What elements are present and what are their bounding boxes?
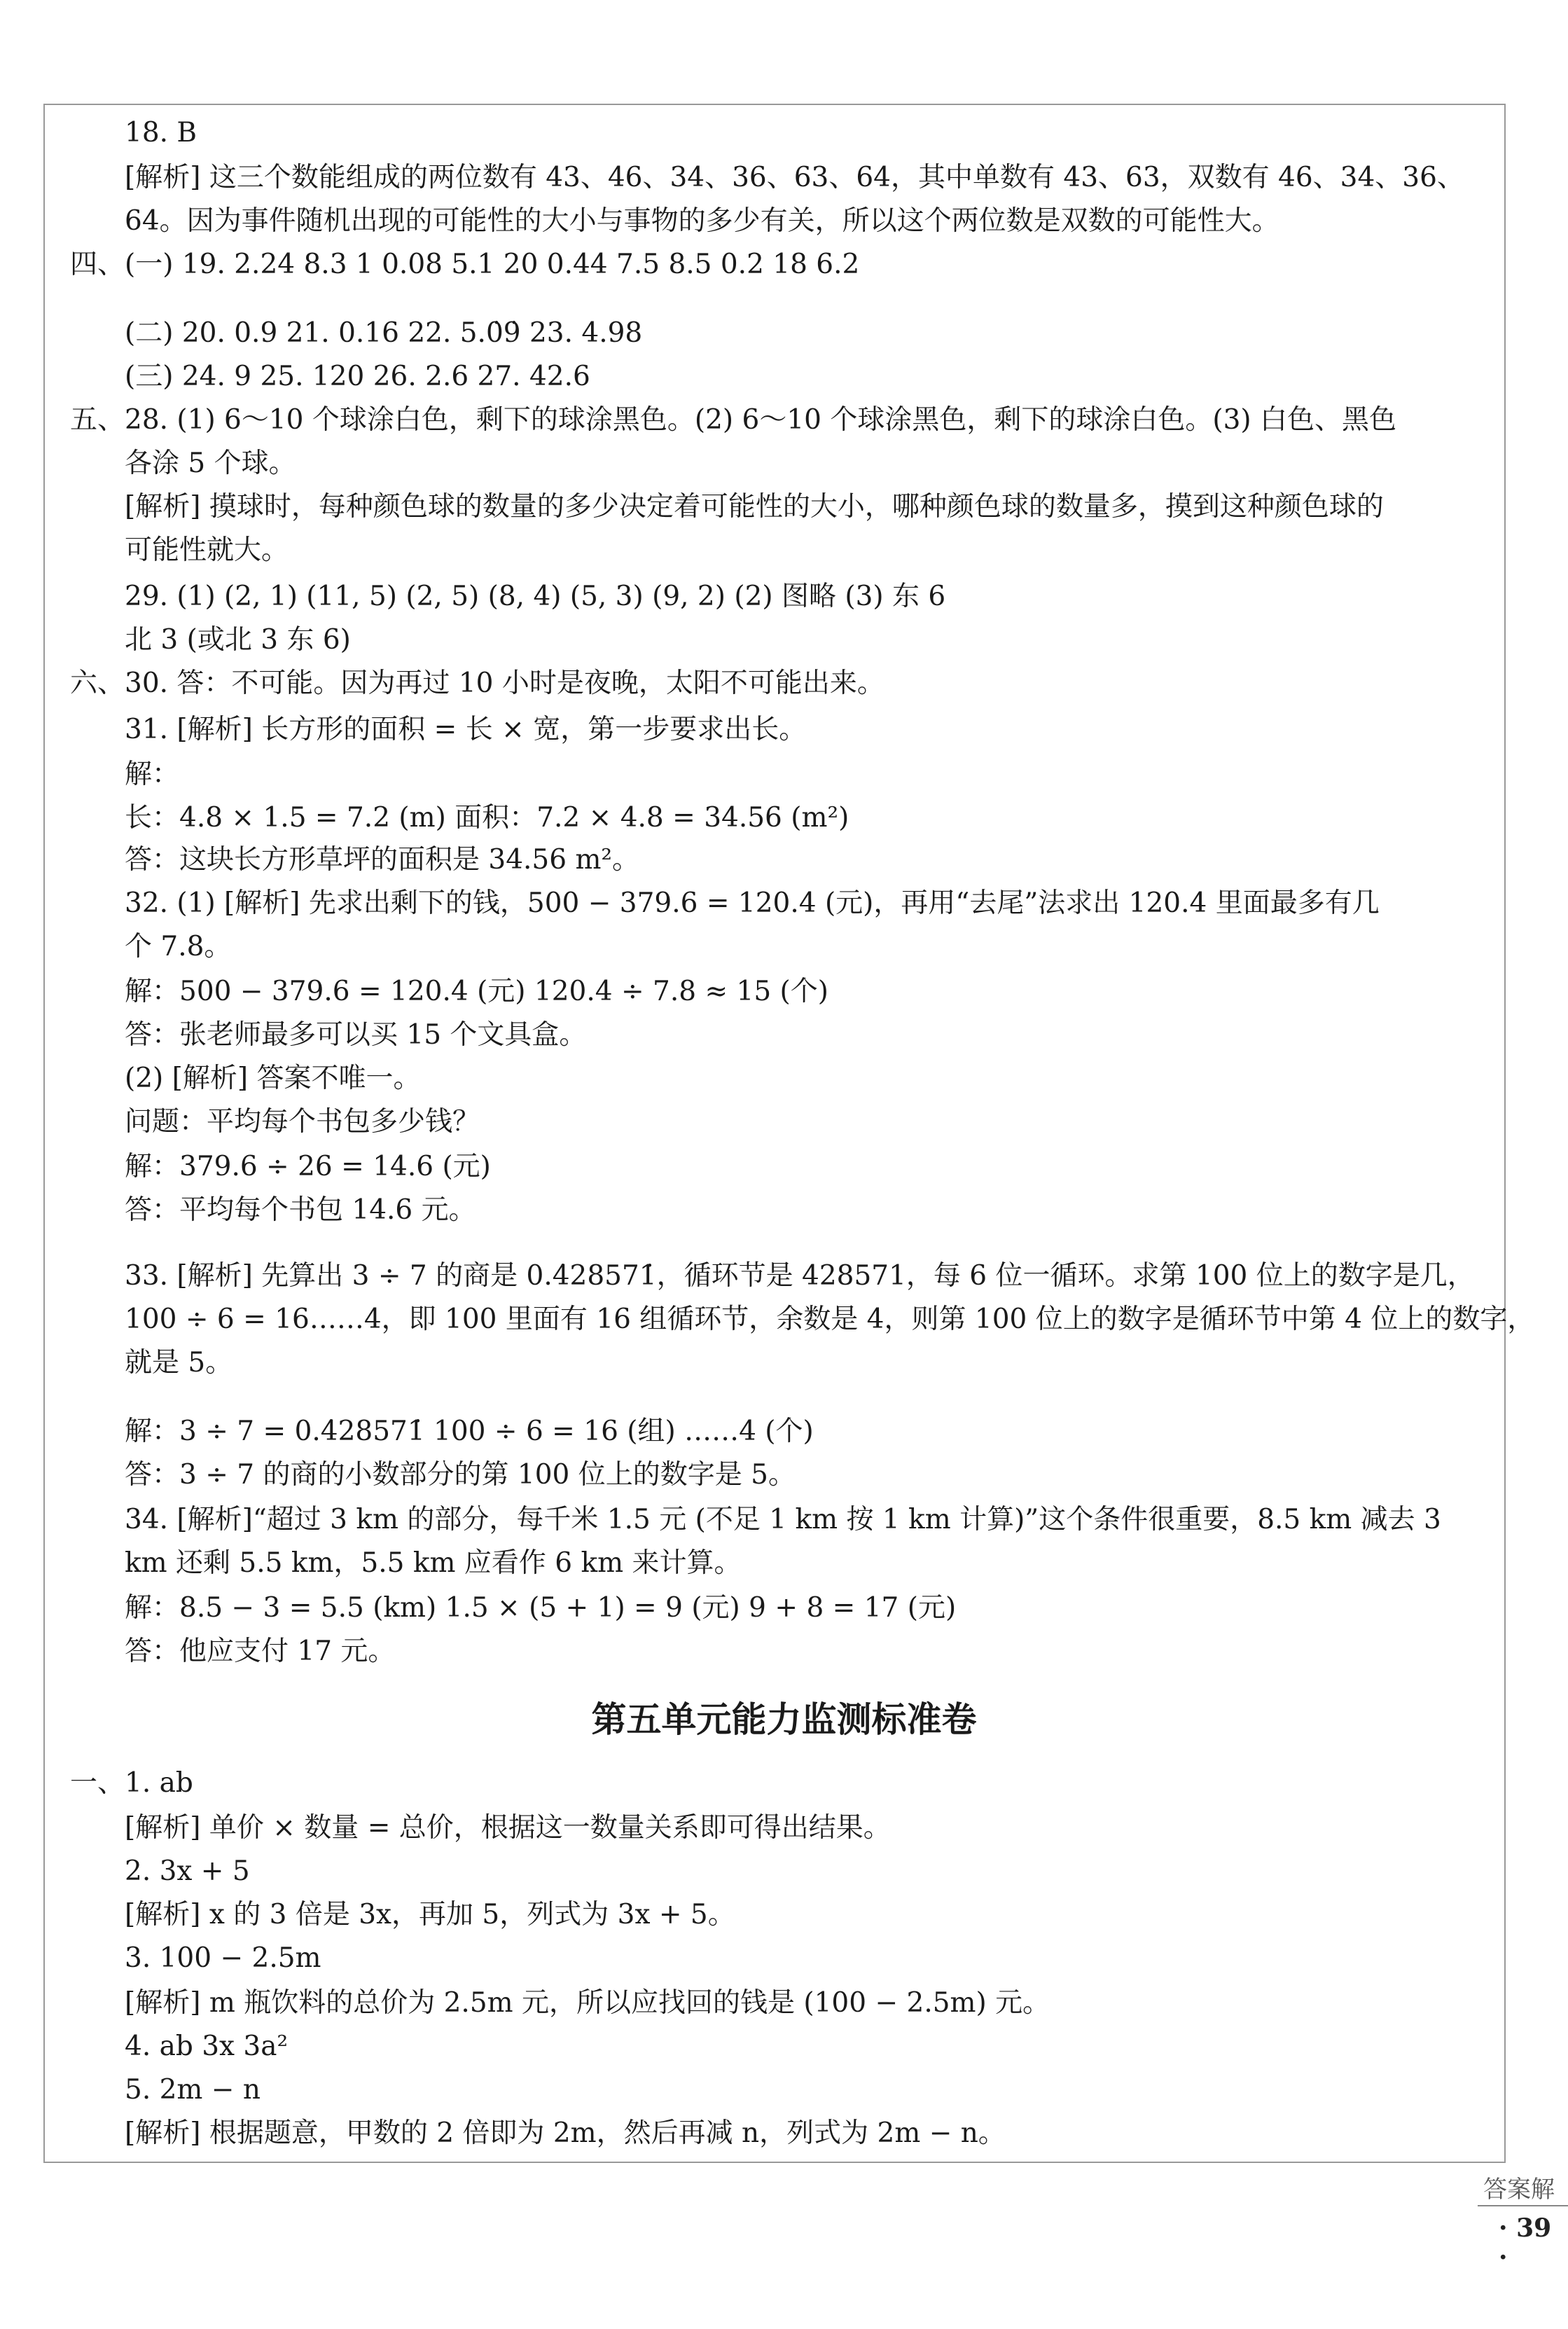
answer-line-29b: 北 3 (或北 3 东 6) [125,624,351,656]
analysis-line-33b: 100 ÷ 6 = 16……4，即 100 里面有 16 组循环节，余数是 4，则第 100 位上的数字是循环节中第 4 位上的数字， [125,1304,1535,1335]
analysis-line-18a: [解析] 这三个数能组成的两位数有 43、46、34、36、63、64，其中单数有 43、63，双数有 46、34、36、 [125,162,1464,193]
answer-line-section4-1: 四、(一) 19. 2.24 8.3 1 0.08 5.1 20 0.44 7.5 8.5 0.2 18 6.2 [70,249,860,280]
analysis-line-31: 31. [解析] 长方形的面积 = 长 × 宽，第一步要求出长。 [125,714,807,745]
analysis-line-34b: km 还剩 5.5 km，5.5 km 应看作 6 km 来计算。 [125,1547,742,1579]
answer-line-28b: 各涂 5 个球。 [125,448,296,479]
answer-line-32b: 答：平均每个书包 14.6 元。 [125,1194,476,1226]
answer-line-32a: 答：张老师最多可以买 15 个文具盒。 [125,1019,587,1051]
answer-line-31: 答：这块长方形草坪的面积是 34.56 m²。 [125,844,640,876]
analysis-line-28b: 可能性就大。 [125,534,289,566]
analysis-line-s5-1: [解析] 单价 × 数量 = 总价，根据这一数量关系即可得出结果。 [125,1812,891,1844]
analysis-line-s5-3: [解析] m 瓶饮料的总价为 2.5m 元，所以应找回的钱是 (100 − 2.5m) 元。 [125,1987,1050,2019]
answer-line-28a: 五、28. (1) 6～10 个球涂白色，剩下的球涂黑色。(2) 6～10 个球涂黑色，剩下的球涂白色。(3) 白色、黑色 [70,404,1397,436]
answer-line-s5-4: 4. ab 3x 3a² [125,2031,289,2062]
page-number: · 39 · [1499,2213,1552,2272]
analysis-line-s5-2: [解析] x 的 3 倍是 3x，再加 5，列式为 3x + 5。 [125,1899,735,1930]
analysis-line-34a: 34. [解析]“超过 3 km 的部分，每千米 1.5 元 (不足 1 km 按 1 km 计算)”这个条件很重要，8.5 km 减去 3 [125,1504,1441,1535]
answer-line-s5-1: 一、1. ab [70,1767,193,1799]
answer-line-section4-2: (二) 20. 0.9 21. 0.16 22. 5.0̇9̇ 23. 4.98 [125,317,643,349]
answer-line-s5-3: 3. 100 − 2.5m [125,1942,321,1974]
answer-line-30: 六、30. 答：不可能。因为再过 10 小时是夜晚，太阳不可能出来。 [70,668,884,699]
solution-line-31: 长：4.8 × 1.5 = 7.2 (m) 面积：7.2 × 4.8 = 34.56 (m²) [125,802,849,834]
section-title: 第五单元能力监测标准卷 [591,1699,977,1740]
analysis-line-33c: 就是 5。 [125,1347,233,1378]
solution-line-33: 解：3 ÷ 7 = 0.4̇28571̇ 100 ÷ 6 = 16 (组) ……4 (个) [125,1416,814,1447]
answer-line-34: 答：他应支付 17 元。 [125,1636,396,1667]
solution-line-34: 解：8.5 − 3 = 5.5 (km) 1.5 × (5 + 1) = 9 (元) 9 + 8 = 17 (元) [125,1592,957,1624]
answer-line-section4-3: (三) 24. 9 25. 120 26. 2.6 27. 42.6 [125,361,590,392]
footer-divider [1478,2205,1568,2206]
analysis-line-33a: 33. [解析] 先算出 3 ÷ 7 的商是 0.4̇28571̇，循环节是 428571，每 6 位一循环。求第 100 位上的数字是几， [125,1260,1475,1292]
solution-line-32b: 解：379.6 ÷ 26 = 14.6 (元) [125,1151,491,1182]
analysis-line-32a: 32. (1) [解析] 先求出剩下的钱，500 − 379.6 = 120.4 (元)，再用“去尾”法求出 120.4 里面最多有几 [125,887,1380,919]
answer-line-s5-5: 5. 2m − n [125,2074,261,2106]
analysis-line-s5-5: [解析] 根据题意，甲数的 2 倍即为 2m，然后再减 n，列式为 2m − n。 [125,2117,1006,2149]
analysis-line-32b: 个 7.8。 [125,931,232,962]
solution-label-31: 解： [125,759,180,790]
footer-label: 答案解 [1483,2176,1555,2204]
analysis-line-28a: [解析] 摸球时，每种颜色球的数量的多少决定着可能性的大小，哪种颜色球的数量多，摸到这种颜色球的 [125,491,1384,523]
question-line-32: 问题：平均每个书包多少钱？ [125,1106,480,1138]
solution-line-32a: 解：500 − 379.6 = 120.4 (元) 120.4 ÷ 7.8 ≈ 15 (个) [125,976,828,1007]
analysis-line-18b: 64。因为事件随机出现的可能性的大小与事物的多少有关，所以这个两位数是双数的可能性大。 [125,205,1279,237]
answer-line-33: 答：3 ÷ 7 的商的小数部分的第 100 位上的数字是 5。 [125,1459,796,1491]
answer-line-29a: 29. (1) (2, 1) (11, 5) (2, 5) (8, 4) (5, 3) (9, 2) (2) 图略 (3) 东 6 [125,581,946,612]
answer-line-s5-2: 2. 3x + 5 [125,1855,250,1887]
answer-line-18: 18. B [125,117,197,148]
analysis-line-32c: (2) [解析] 答案不唯一。 [125,1063,421,1094]
